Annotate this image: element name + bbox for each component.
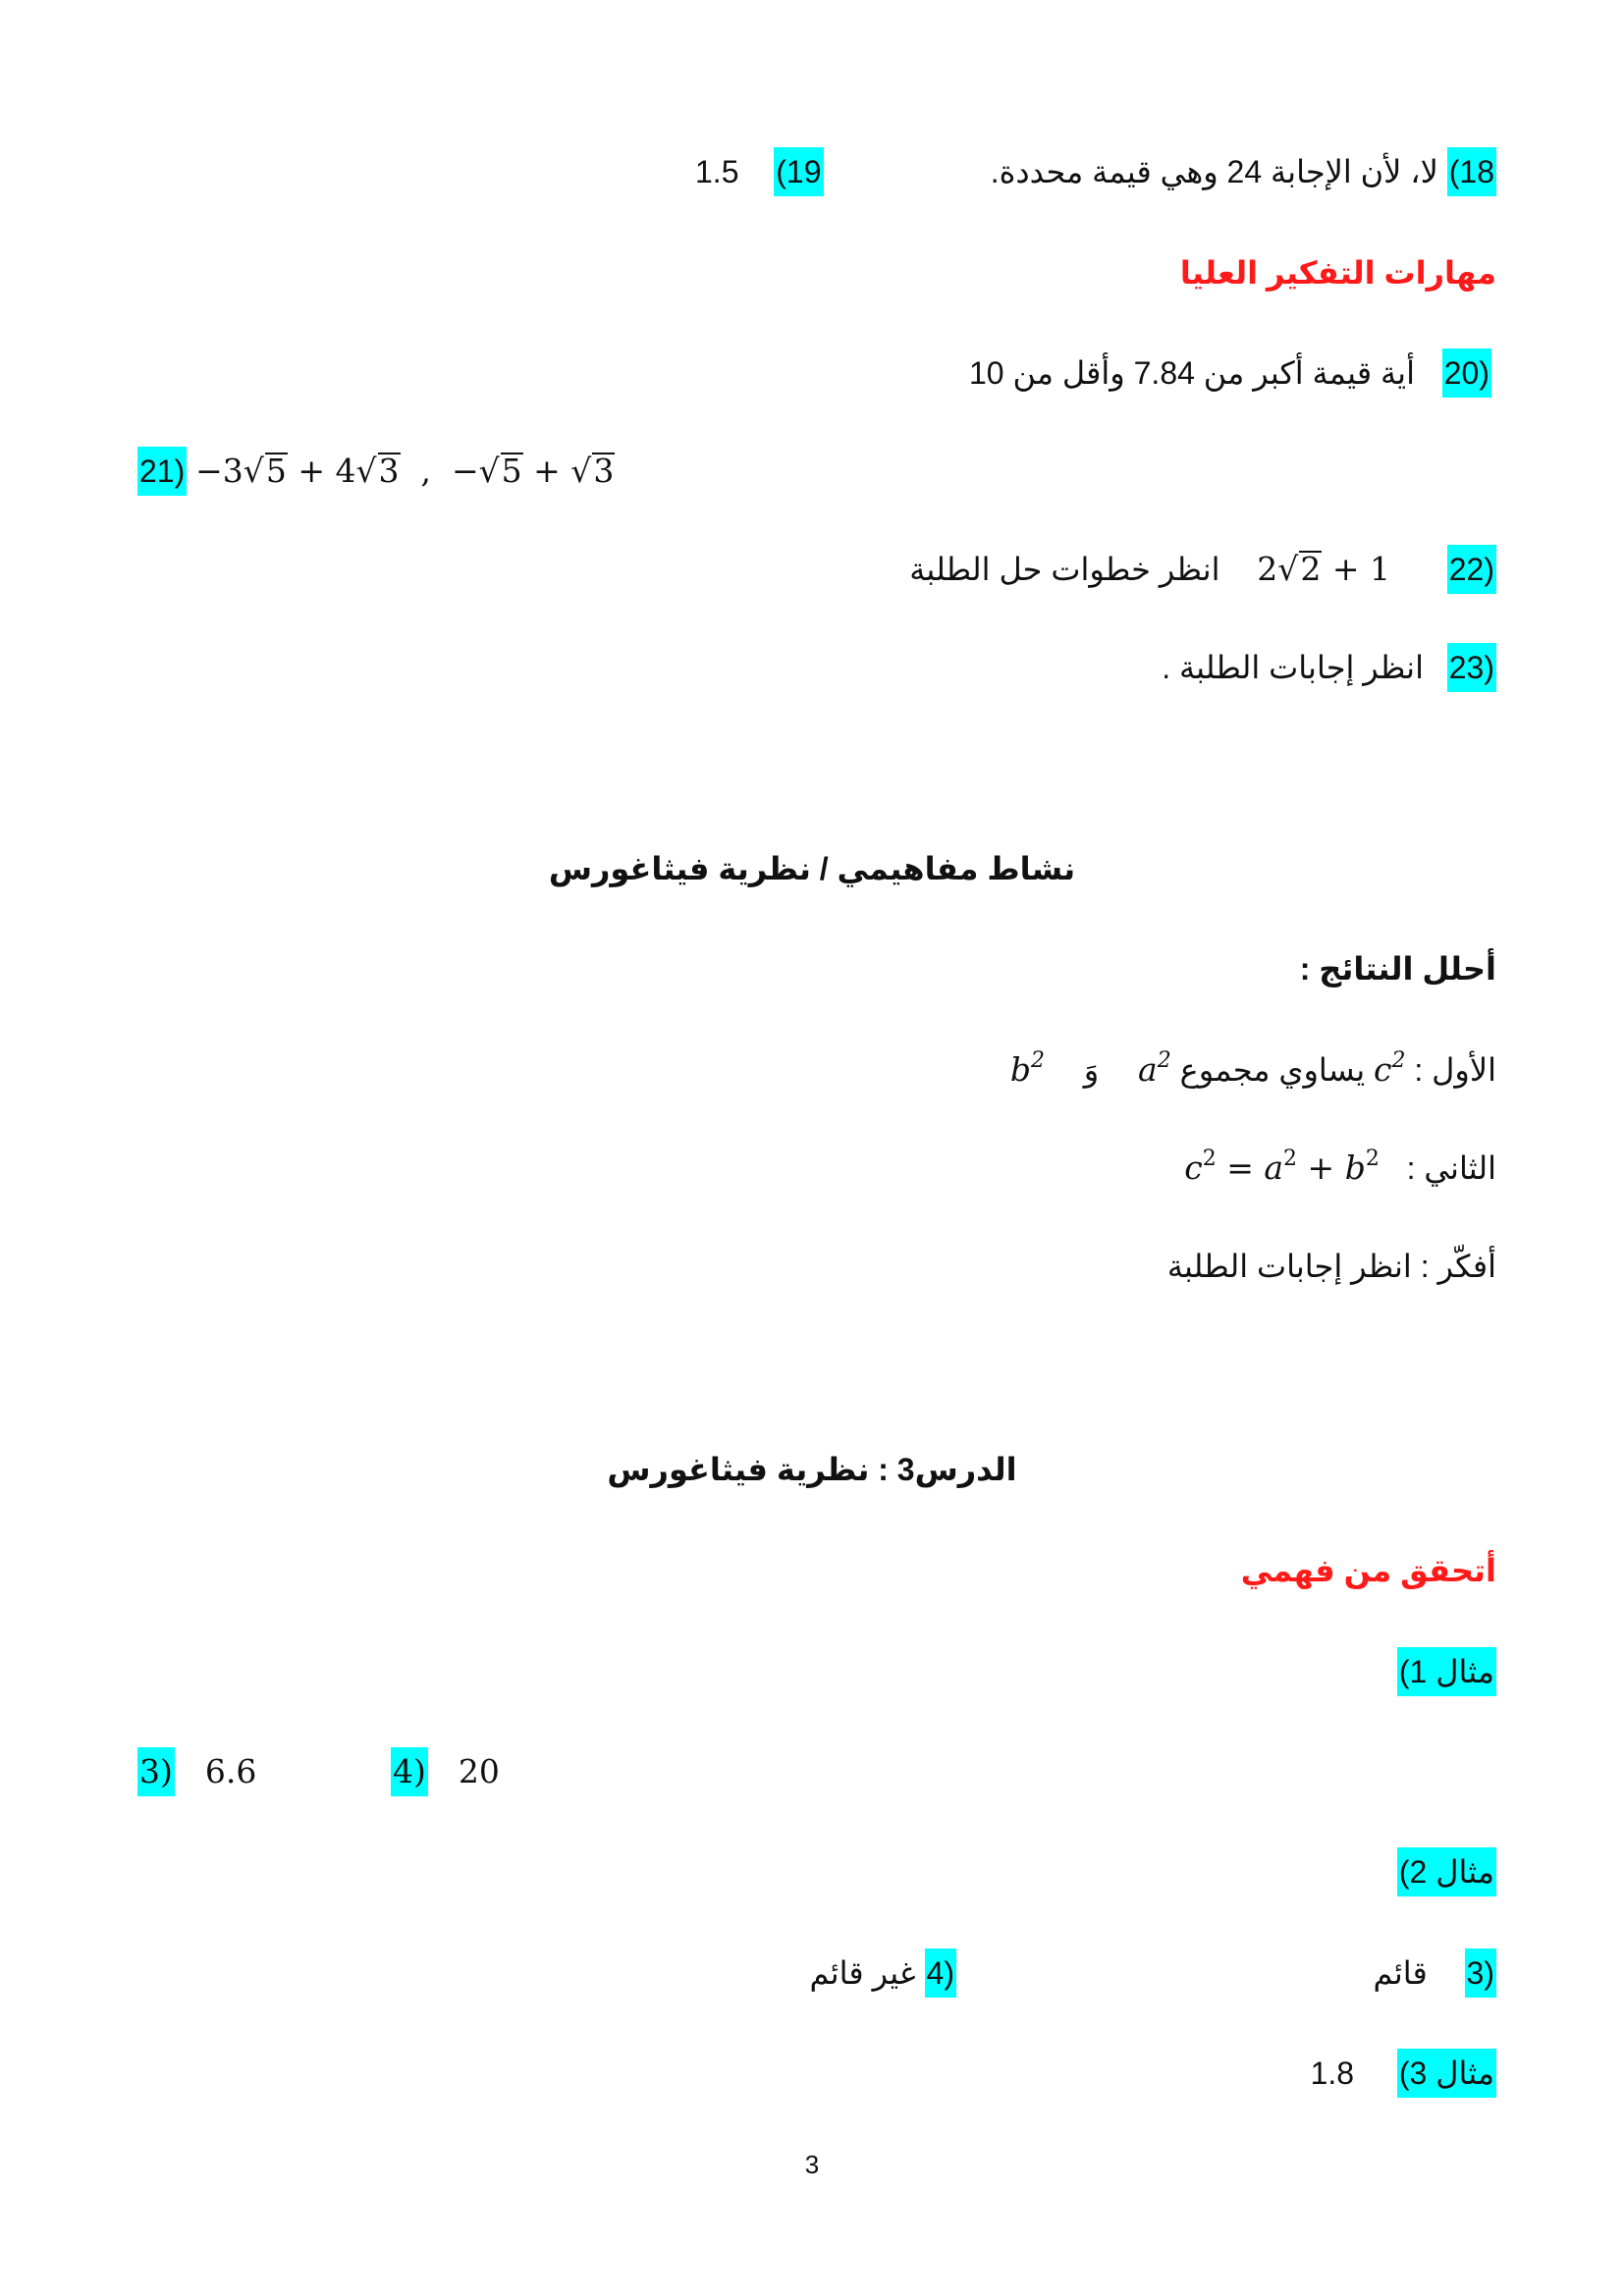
separator-comma: , xyxy=(400,452,452,490)
example-3-value: 1.8 xyxy=(1310,2056,1355,2091)
example-3 xyxy=(1311,2049,1496,2098)
sqrt-symbol: √ xyxy=(570,452,592,490)
example-1-label: مثال 1) xyxy=(1397,1647,1496,1696)
answer-22-text: انظر خطوات حل الطلبة xyxy=(909,552,1220,587)
lesson-prefix: الدرس xyxy=(914,1452,1017,1487)
lesson-number: 3 xyxy=(896,1452,915,1487)
sqrt-symbol: √ xyxy=(1277,550,1299,588)
answer-23-text: انظر إجابات الطلبة . xyxy=(1162,650,1424,685)
exponent: 2 xyxy=(1157,1048,1171,1073)
result-first-text: يساوي مجموع xyxy=(1170,1052,1366,1088)
highlight-18: 18) xyxy=(1447,147,1496,196)
answer-23 xyxy=(1162,643,1496,692)
activity-heading: نشاط مفاهيمي / نظرية فيثاغورس xyxy=(548,851,1076,886)
var-a: a xyxy=(1264,1148,1284,1187)
highlight-22: (22 xyxy=(1447,545,1496,594)
highlight-20: (20 xyxy=(1442,348,1491,398)
var-a-squared xyxy=(1138,1050,1171,1089)
radicand-3: 3 xyxy=(593,452,615,490)
result-first xyxy=(1010,1045,1496,1095)
answer-3-text: قائم xyxy=(1373,1955,1428,1991)
term-minus-3: −3 xyxy=(195,452,244,490)
answer-4-text: غير قائم xyxy=(809,1955,916,1991)
answer-4-value: 20 xyxy=(458,1752,500,1790)
term-plus: + xyxy=(522,452,571,490)
term-minus: − xyxy=(451,452,479,490)
exponent: 2 xyxy=(1365,1147,1380,1171)
lesson-title: : نظرية فيثاغورس xyxy=(607,1452,897,1487)
pythagorean-equation xyxy=(1184,1144,1380,1193)
analyze-heading: أحلل النتائج : xyxy=(1299,951,1496,987)
example-1-answer-4 xyxy=(391,1747,500,1796)
think-line: أفكّر : انظر إجابات الطلبة xyxy=(1166,1249,1496,1284)
exponent: 2 xyxy=(1031,1048,1045,1073)
plus-sign: + xyxy=(1297,1148,1345,1187)
page-number: 3 xyxy=(804,2150,820,2179)
answer-20 xyxy=(969,348,1491,398)
exponent: 2 xyxy=(1283,1147,1298,1171)
answer-3-value: 6.6 xyxy=(204,1752,257,1790)
var-b: b xyxy=(1344,1148,1366,1187)
radicand-5: 5 xyxy=(501,452,522,490)
example-1 xyxy=(1397,1647,1496,1696)
example-3-label: مثال 3) xyxy=(1397,2049,1496,2098)
sqrt-symbol: √ xyxy=(243,452,264,490)
result-second xyxy=(1184,1144,1496,1193)
section-heading-check: أتحقق من فهمي xyxy=(1240,1553,1496,1588)
example-2-answer-4 xyxy=(809,1949,956,1998)
var-c: c xyxy=(1374,1050,1392,1089)
radicand-5: 5 xyxy=(265,452,287,490)
answer-19 xyxy=(695,147,824,196)
var-c-squared xyxy=(1374,1050,1405,1089)
example-2-answer-3 xyxy=(1374,1949,1496,1998)
answer-22 xyxy=(909,545,1496,594)
equals-sign: = xyxy=(1216,1148,1265,1187)
answer-20-text: أية قيمة أكبر من 7.84 وأقل من 10 xyxy=(968,355,1415,391)
var-b: b xyxy=(1009,1050,1031,1089)
coefficient: 2 xyxy=(1257,550,1278,588)
answer-21-expression xyxy=(195,452,615,490)
highlight-4: 4) xyxy=(391,1747,428,1796)
sqrt-symbol: √ xyxy=(355,452,377,490)
section-heading-hots: مهارات التفكير العليا xyxy=(1179,255,1496,291)
var-b-squared xyxy=(1010,1050,1045,1089)
var-a: a xyxy=(1138,1050,1158,1089)
result-first-label: الأول : xyxy=(1405,1052,1496,1088)
radicand-3: 3 xyxy=(378,452,400,490)
highlight-3: 3) xyxy=(137,1747,175,1796)
var-c: c xyxy=(1184,1148,1203,1187)
result-second-label: الثاني : xyxy=(1397,1150,1496,1186)
answer-18-text: لا، لأن الإجابة 24 وهي قيمة محددة. xyxy=(990,154,1438,189)
example-2 xyxy=(1397,1847,1496,1896)
conjunction-waw: وَ xyxy=(1083,1052,1100,1088)
highlight-21: 21) xyxy=(137,447,187,496)
term-plus-4: + 4 xyxy=(287,452,356,490)
highlight-19: (19 xyxy=(774,147,823,196)
answer-21 xyxy=(137,447,615,496)
example-2-label: مثال 2) xyxy=(1397,1847,1496,1896)
highlight-4: (4 xyxy=(925,1949,956,1998)
radicand-2: 2 xyxy=(1300,550,1322,588)
answer-18 xyxy=(991,147,1496,196)
example-1-answers xyxy=(137,1747,256,1796)
answer-19-value: 1.5 xyxy=(695,154,739,189)
sqrt-symbol: √ xyxy=(478,452,500,490)
highlight-23: (23 xyxy=(1447,643,1496,692)
term-plus-1: + 1 xyxy=(1322,550,1390,588)
highlight-3: (3 xyxy=(1465,1949,1496,1998)
exponent: 2 xyxy=(1202,1147,1217,1171)
exponent: 2 xyxy=(1391,1048,1406,1073)
answer-22-expression xyxy=(1257,545,1390,594)
lesson-heading xyxy=(0,1445,1624,1494)
